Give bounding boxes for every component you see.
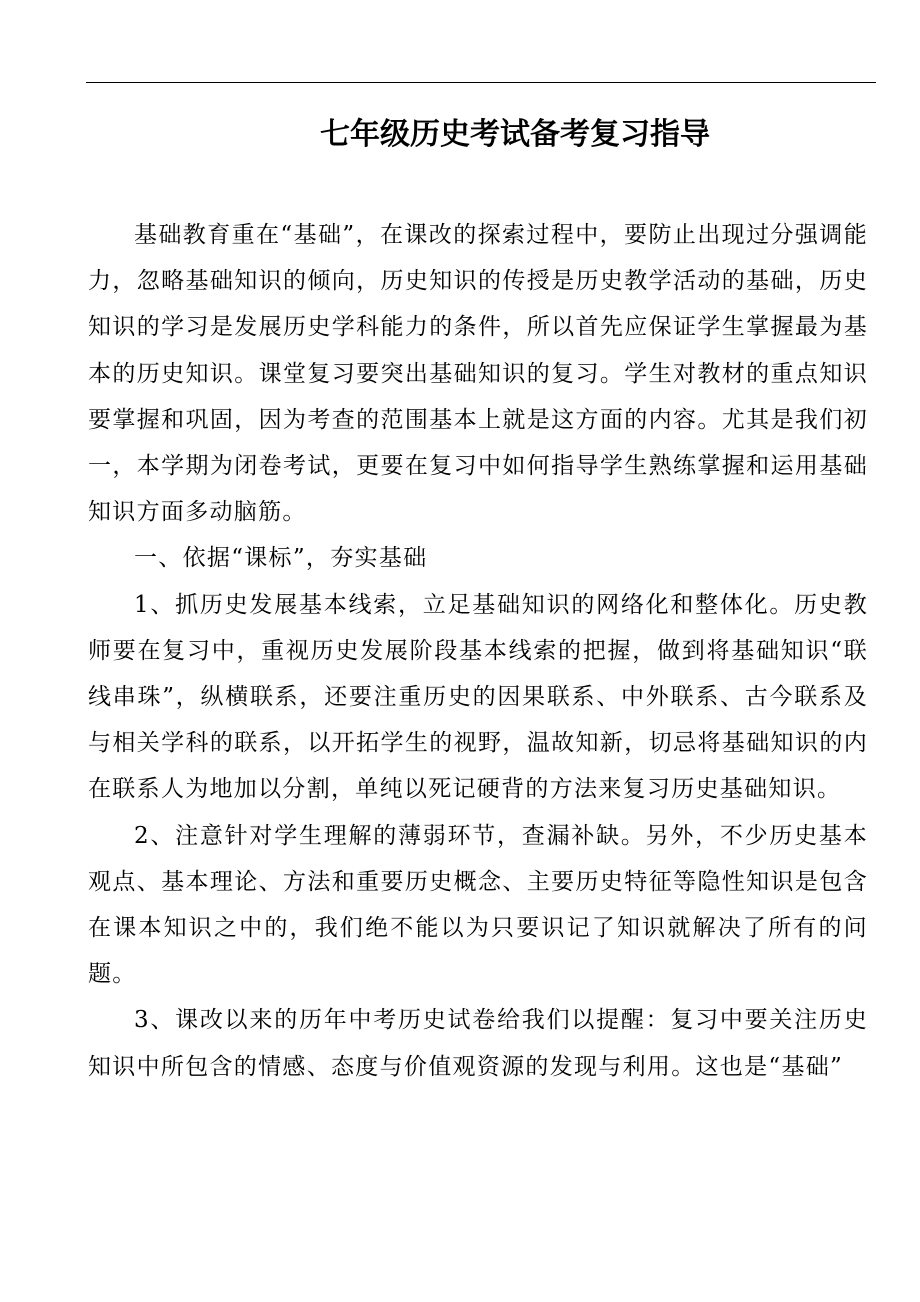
paragraph-point-3: 3、课改以来的历年中考历史试卷给我们以提醒：复习中要关注历史知识中所包含的情感、态度与价值观资源的发现与利用。这也是“基础” — [88, 1007, 868, 1080]
header-rule — [86, 82, 876, 83]
document-title: 七年级历史考试备考复习指导 — [320, 117, 710, 152]
document-body — [88, 212, 868, 1090]
paragraph-point-2: 2、注意针对学生理解的薄弱环节，查漏补缺。另外，不少历史基本观点、基本理论、方法和重要历史概念、主要历史特征等隐性知识是包含在课本知识之中的，我们绝不能以为只要识记了知识就解决了所有的问题。 — [88, 822, 868, 988]
paragraph-intro: 基础教育重在“基础”，在课改的探索过程中，要防止出现过分强调能力，忽略基础知识的倾向，历史知识的传授是历史教学活动的基础，历史知识的学习是发展历史学科能力的条件，所以首先应保证学生掌握最为基本的历史知识。课堂复习要突出基础知识的复习。学生对教材的重点知识要掌握和巩固，因为考查的范围基本上就是这方面的内容。尤其是我们初一，本学期为闭卷考试，更要在复习中如何指导学生熟练掌握和运用基础知识方面多动脑筋。 — [88, 222, 868, 526]
section-heading: 一、依据“课标”，夯实基础 — [134, 545, 428, 572]
paragraph-point-1: 1、抓历史发展基本线索，立足基础知识的网络化和整体化。历史教师要在复习中，重视历史发展阶段基本线索的把握，做到将基础知识“联线串珠”，纵横联系，还要注重历史的因果联系、中外联系、古今联系及与相关学科的联系，以开拓学生的视野，温故知新，切忌将基础知识的内在联系人为地加以分割，单纯以死记硬背的方法来复习历史基础知识。 — [88, 591, 868, 803]
